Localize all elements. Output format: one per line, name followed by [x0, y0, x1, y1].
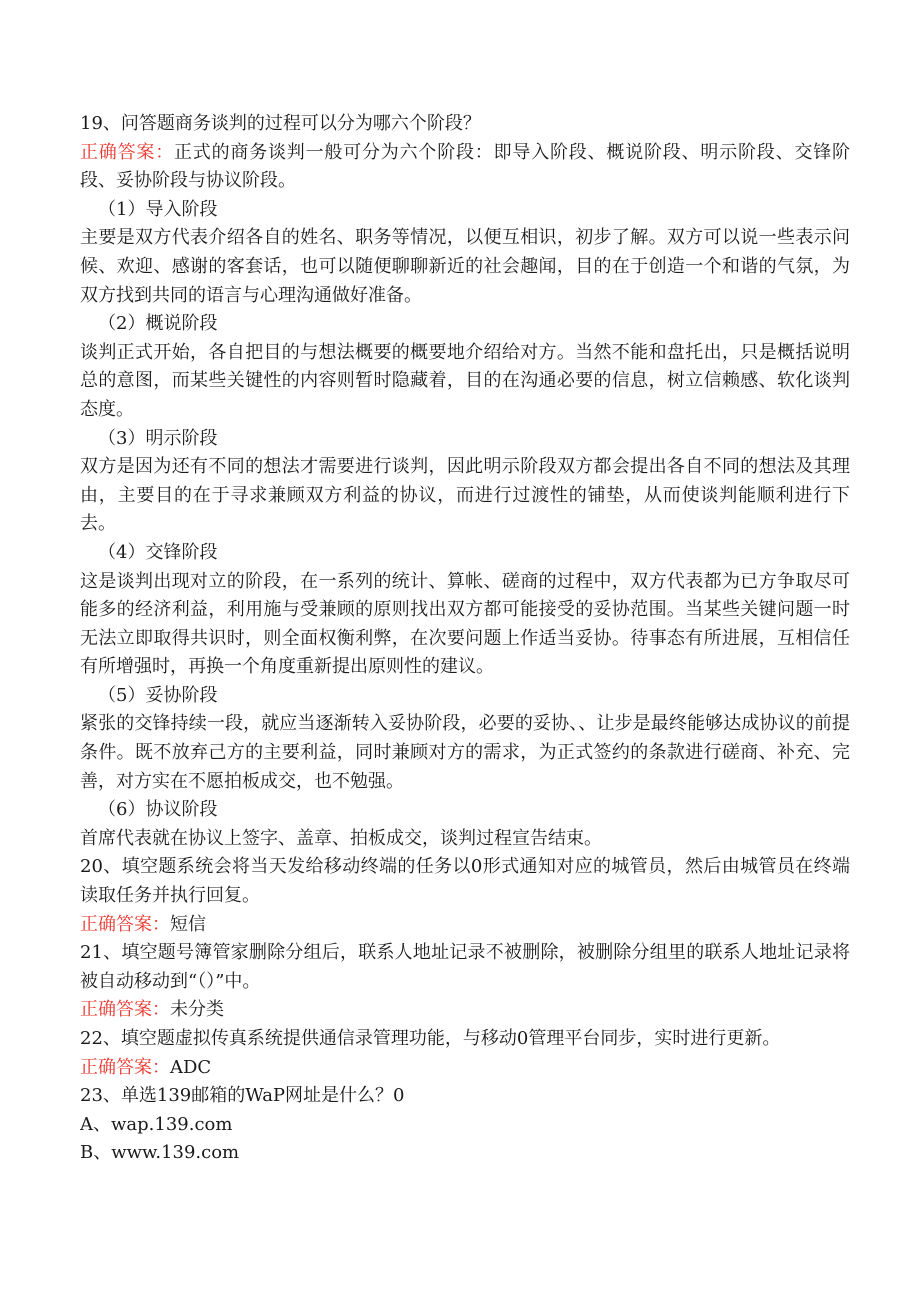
question-21: 21、填空题号簿管家删除分组后，联系人地址记录不被删除，被删除分组里的联系人地址记录将被自动移动到“（）”中。	[80, 942, 850, 992]
stage-body-4: 这是谈判出现对立的阶段，在一系列的统计、算帐、磋商的过程中，双方代表都为已方争取尽可能多的经济利益，利用施与受兼顾的原则找出双方都可能接受的妥协范围。当某些关键问题一时无法立即取得共识时，则全面权衡利弊，在次要问题上作适当妥协。待事态有所进展，互相信任有所增强时，再换一个角度重新提出原则性的建议。	[80, 570, 850, 678]
answer-19-text: 正式的商务谈判一般可分为六个阶段：即导入阶段、概说阶段、明示阶段、交锋阶段、妥协阶段与协议阶段。	[80, 141, 850, 192]
answer-label: 正确答案：	[80, 999, 170, 1021]
answer-19	[80, 139, 850, 196]
stage-heading-3: （3）明示阶段	[98, 427, 218, 449]
option-a: A、wap.139.com	[80, 1113, 233, 1135]
answer-label: 正确答案：	[80, 141, 174, 163]
stage-body-6: 首席代表就在协议上签字、盖章、拍板成交，谈判过程宣告结束。	[80, 827, 602, 849]
question-19: 19、问答题商务谈判的过程可以分为哪六个阶段？	[80, 113, 481, 134]
stage-body-3: 双方是因为还有不同的想法才需要进行谈判，因此明示阶段双方都会提出各自不同的想法及其理由，主要目的在于寻求兼顾双方利益的协议，而进行过渡性的铺垫，从而使谈判能顺利进行下去。	[80, 456, 850, 535]
answer-22-text: ADC	[170, 1056, 212, 1078]
question-22: 22、填空题虚拟传真系统提供通信录管理功能，与移动0管理平台同步，实时进行更新。	[80, 1028, 781, 1049]
question-23: 23、单选139邮箱的WaP网址是什么？0	[80, 1085, 405, 1107]
stage-body-5: 紧张的交锋持续一段，就应当逐渐转入妥协阶段，必要的妥协、、让步是最终能够达成协议的前提条件。既不放弃己方的主要利益，同时兼顾对方的需求，为正式签约的条款进行磋商、补充、完善，对方实在不愿拍板成交，也不勉强。	[80, 713, 850, 792]
option-b: B、www.139.com	[80, 1142, 240, 1164]
stage-heading-1: （1）导入阶段	[98, 198, 218, 220]
stage-body-2: 谈判正式开始，各自把目的与想法概要的概要地介绍给对方。当然不能和盘托出，只是概括说明总的意图，而某些关键性的内容则暂时隐藏着，目的在沟通必要的信息，树立信赖感、软化谈判态度。	[80, 341, 850, 420]
stage-heading-4: （4）交锋阶段	[98, 541, 218, 563]
stage-heading-2: （2）概说阶段	[98, 313, 218, 335]
answer-label: 正确答案：	[80, 1056, 170, 1078]
question-20: 20、填空题系统会将当天发给移动终端的任务以0形式通知对应的城管员，然后由城管员在终端读取任务并执行回复。	[80, 856, 850, 907]
stage-body-1: 主要是双方代表介绍各自的姓名、职务等情况，以便互相识，初步了解。双方可以说一些表示问候、欢迎、感谢的客套话，也可以随便聊聊新近的社会趣闻，目的在于创造一个和谐的气氛，为双方找到共同的语言与心理沟通做好准备。	[80, 227, 850, 306]
answer-22	[80, 1054, 850, 1083]
document-page	[80, 110, 850, 1168]
answer-21-text: 未分类	[170, 999, 224, 1021]
answer-20	[80, 911, 850, 940]
stage-heading-6: （6）协议阶段	[98, 799, 218, 821]
answer-20-text: 短信	[170, 913, 206, 935]
stage-heading-5: （5）妥协阶段	[98, 684, 218, 706]
answer-21	[80, 996, 850, 1025]
answer-label: 正确答案：	[80, 913, 170, 935]
